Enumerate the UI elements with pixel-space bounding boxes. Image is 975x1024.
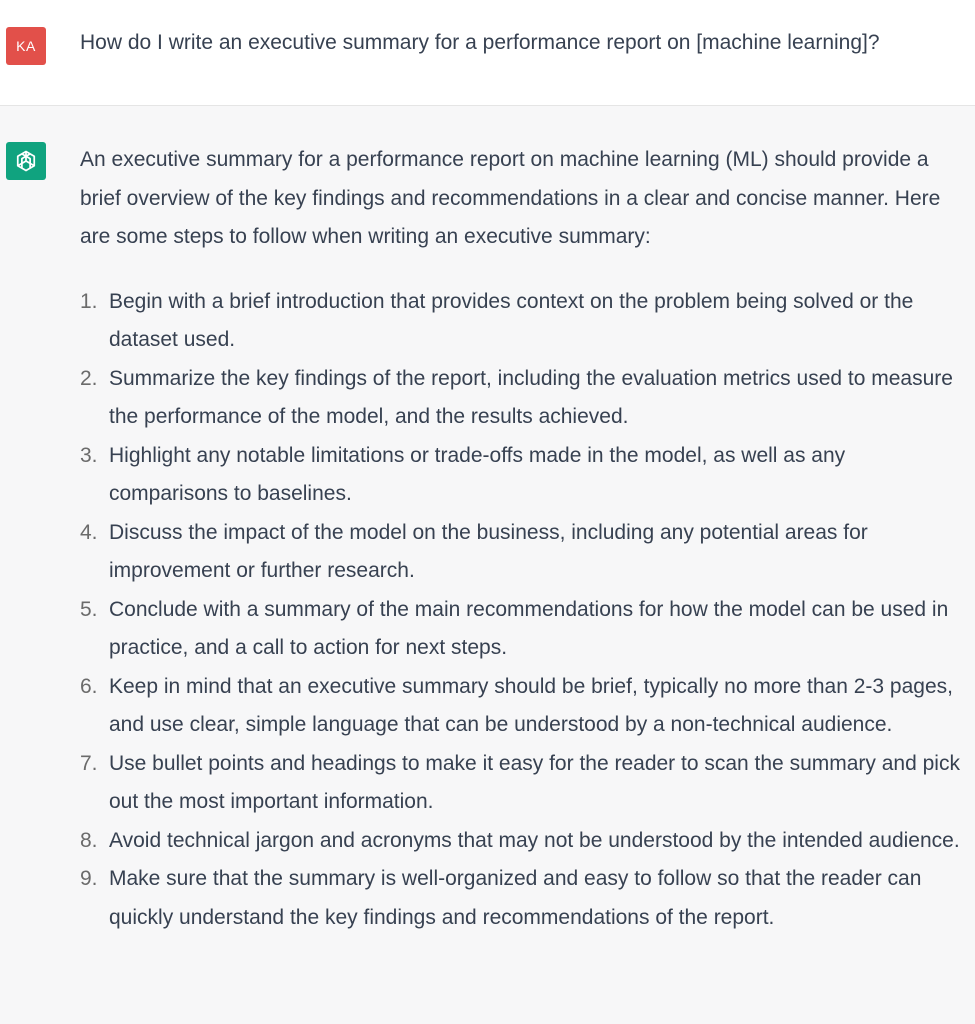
openai-knot-icon xyxy=(13,148,39,174)
assistant-answer xyxy=(80,141,970,937)
steps-list xyxy=(80,283,970,938)
list-number: 5. xyxy=(80,597,98,621)
list-item xyxy=(80,822,970,861)
list-item-text: Begin with a brief introduction that provides context on the problem being solved or the dataset used. xyxy=(109,289,914,351)
list-number: 6. xyxy=(80,674,98,698)
user-prompt-text: How do I write an executive summary for a performance report on [machine learning]? xyxy=(80,31,880,54)
chatgpt-logo-icon xyxy=(6,142,46,180)
list-item-text: Make sure that the summary is well-organized and easy to follow so that the reader can quickly understand the key findings and recommendations of the report. xyxy=(109,867,922,929)
list-item xyxy=(80,283,970,360)
list-number: 2. xyxy=(80,366,98,390)
list-number: 9. xyxy=(80,867,98,890)
list-item xyxy=(80,668,970,745)
list-item-text: Use bullet points and headings to make it easy for the reader to scan the summary and pick out the most important information. xyxy=(109,751,960,813)
list-item-text: Avoid technical jargon and acronyms that may not be understood by the intended audience. xyxy=(109,828,960,852)
list-item-text: Summarize the key findings of the report, including the evaluation metrics used to measure the performance of the model, and the results achieved. xyxy=(109,366,953,428)
list-item-text: Discuss the impact of the model on the business, including any potential areas for improvement or further research. xyxy=(109,520,868,582)
answer-intro: An executive summary for a performance report on machine learning (ML) should provide a brief overview of the key findings and recommendations in a clear and concise manner. Here are some steps to follow when writing an executive summary: xyxy=(80,148,941,248)
assistant-message-row xyxy=(0,106,975,1024)
list-item-text: Keep in mind that an executive summary should be brief, typically no more than 2-3 pages, and use clear, simple language that can be understood by a non-technical audience. xyxy=(109,674,953,736)
list-number: 7. xyxy=(80,751,98,775)
user-message-row xyxy=(0,0,975,106)
list-item xyxy=(80,591,970,668)
list-item-text: Highlight any notable limitations or trade-offs made in the model, as well as any comparisons to baselines. xyxy=(109,443,846,505)
list-item xyxy=(80,514,970,591)
list-number: 8. xyxy=(80,828,98,852)
list-item xyxy=(80,860,970,937)
user-avatar: KA xyxy=(6,27,46,65)
list-item xyxy=(80,745,970,822)
list-item xyxy=(80,360,970,437)
list-number: 3. xyxy=(80,443,98,467)
list-item-text: Conclude with a summary of the main recommendations for how the model can be used in practice, and a call to action for next steps. xyxy=(109,597,949,659)
list-number: 1. xyxy=(80,289,98,313)
list-item xyxy=(80,437,970,514)
list-number: 4. xyxy=(80,520,98,544)
